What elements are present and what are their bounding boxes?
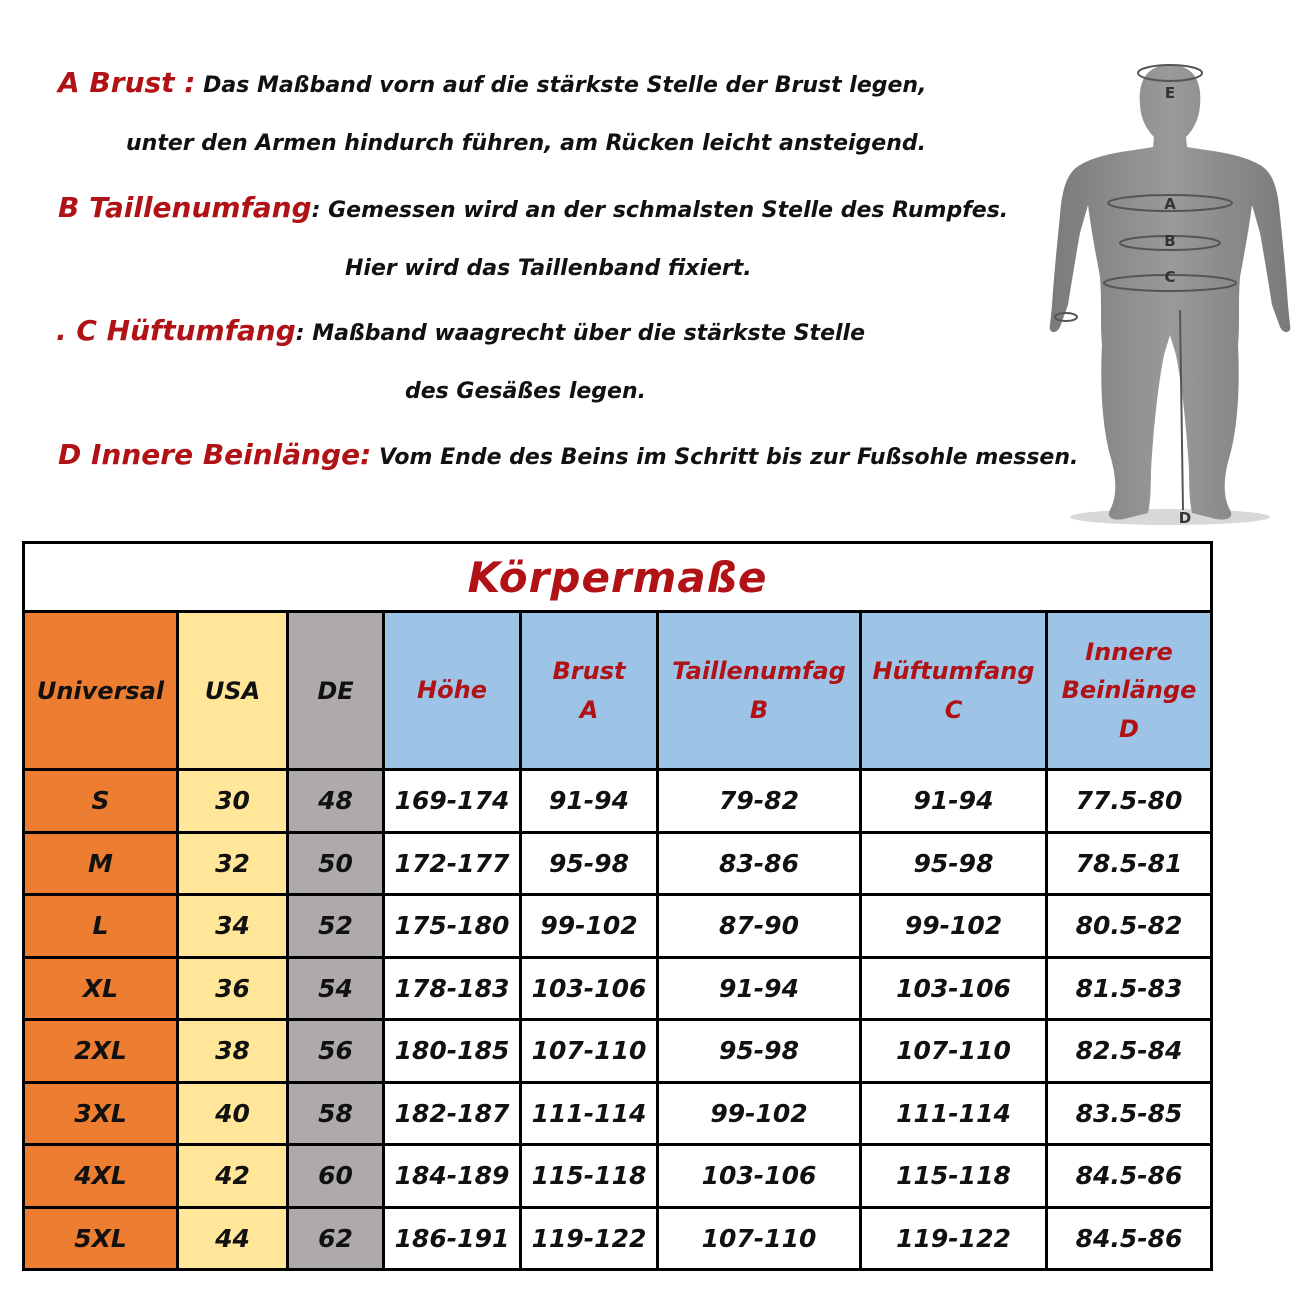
- cell-de: 52: [288, 895, 384, 958]
- cell-de: 62: [288, 1207, 384, 1270]
- header-hueftumfang: [861, 612, 1047, 770]
- cell-hueftumfang: 119-122: [861, 1207, 1047, 1270]
- cell-innere-beinlaenge: 83.5-85: [1047, 1082, 1212, 1145]
- cell-taillenumfang: 99-102: [658, 1082, 861, 1145]
- header-letter: B: [749, 695, 769, 724]
- instruction-label: . C Hüftumfang: [56, 314, 296, 347]
- cell-hueftumfang: 115-118: [861, 1145, 1047, 1208]
- instruction-text: unter den Armen hindurch führen, am Rücken leicht ansteigend.: [126, 131, 926, 156]
- cell-brust: 95-98: [521, 832, 658, 895]
- instruction-label: B Taillenumfang: [58, 191, 312, 224]
- header-innere-beinlaenge: [1047, 612, 1212, 770]
- cell-universal: 5XL: [24, 1207, 178, 1270]
- table-row: [24, 1145, 1212, 1208]
- instruction-label: A Brust :: [58, 66, 196, 99]
- instruction-text: : Gemessen wird an der schmalsten Stelle des Rumpfes.: [311, 198, 1009, 223]
- instruction-text: Hier wird das Taillenband fixiert.: [345, 256, 752, 281]
- cell-universal: 4XL: [24, 1145, 178, 1208]
- cell-innere-beinlaenge: 77.5-80: [1047, 770, 1212, 833]
- cell-brust: 103-106: [521, 957, 658, 1020]
- cell-hueftumfang: 95-98: [861, 832, 1047, 895]
- cell-universal: L: [24, 895, 178, 958]
- figure-label-c: C: [1164, 268, 1176, 286]
- table-row: [24, 832, 1212, 895]
- header-universal: [24, 612, 178, 770]
- cell-hoehe: 172-177: [384, 832, 521, 895]
- instruction-line-huefte-cont: [405, 379, 646, 404]
- cell-taillenumfang: 107-110: [658, 1207, 861, 1270]
- cell-taillenumfang: 79-82: [658, 770, 861, 833]
- cell-hoehe: 180-185: [384, 1020, 521, 1083]
- header-letter: D: [1119, 714, 1139, 743]
- body-silhouette-icon: [1040, 55, 1300, 530]
- header-label: DE: [317, 676, 354, 705]
- instruction-text: Das Maßband vorn auf die stärkste Stelle der Brust legen,: [195, 73, 927, 98]
- cell-usa: 42: [178, 1145, 288, 1208]
- cell-de: 58: [288, 1082, 384, 1145]
- cell-usa: 32: [178, 832, 288, 895]
- cell-universal: S: [24, 770, 178, 833]
- cell-hoehe: 184-189: [384, 1145, 521, 1208]
- cell-usa: 38: [178, 1020, 288, 1083]
- header-label: Universal: [36, 676, 165, 705]
- header-label: Taillenumfag: [672, 657, 846, 686]
- figure-label-d: D: [1178, 509, 1192, 527]
- cell-taillenumfang: 95-98: [658, 1020, 861, 1083]
- cell-usa: 44: [178, 1207, 288, 1270]
- table-row: [24, 1207, 1212, 1270]
- cell-innere-beinlaenge: 78.5-81: [1047, 832, 1212, 895]
- cell-universal: M: [24, 832, 178, 895]
- header-usa: [178, 612, 288, 770]
- cell-hueftumfang: 107-110: [861, 1020, 1047, 1083]
- cell-universal: 2XL: [24, 1020, 178, 1083]
- cell-hoehe: 182-187: [384, 1082, 521, 1145]
- cell-innere-beinlaenge: 81.5-83: [1047, 957, 1212, 1020]
- instruction-line-beinlaenge: [58, 438, 1078, 471]
- header-hoehe: [384, 612, 521, 770]
- cell-innere-beinlaenge: 84.5-86: [1047, 1145, 1212, 1208]
- cell-innere-beinlaenge: 82.5-84: [1047, 1020, 1212, 1083]
- figure-label-e: E: [1164, 84, 1176, 102]
- header-label: Höhe: [417, 676, 487, 705]
- header-label: Brust: [552, 657, 626, 686]
- header-label: Innere Beinlänge: [1061, 637, 1197, 705]
- cell-universal: 3XL: [24, 1082, 178, 1145]
- instruction-line-huefte: [56, 314, 865, 347]
- cell-hoehe: 186-191: [384, 1207, 521, 1270]
- cell-de: 54: [288, 957, 384, 1020]
- cell-innere-beinlaenge: 84.5-86: [1047, 1207, 1212, 1270]
- cell-hoehe: 169-174: [384, 770, 521, 833]
- cell-universal: XL: [24, 957, 178, 1020]
- header-letter: A: [579, 695, 599, 724]
- cell-usa: 40: [178, 1082, 288, 1145]
- header-label: USA: [204, 676, 261, 705]
- cell-hueftumfang: 99-102: [861, 895, 1047, 958]
- cell-usa: 36: [178, 957, 288, 1020]
- cell-brust: 99-102: [521, 895, 658, 958]
- instruction-line-taille-cont: [345, 256, 752, 281]
- cell-brust: 119-122: [521, 1207, 658, 1270]
- cell-usa: 30: [178, 770, 288, 833]
- instruction-text: Vom Ende des Beins im Schritt bis zur Fußsohle messen.: [371, 445, 1079, 470]
- figure-label-b: B: [1164, 232, 1176, 250]
- header-de: [288, 612, 384, 770]
- header-taillenumfang: [658, 612, 861, 770]
- cell-brust: 91-94: [521, 770, 658, 833]
- cell-innere-beinlaenge: 80.5-82: [1047, 895, 1212, 958]
- cell-de: 48: [288, 770, 384, 833]
- size-chart-table: [22, 541, 1213, 1271]
- cell-taillenumfang: 103-106: [658, 1145, 861, 1208]
- cell-hueftumfang: 103-106: [861, 957, 1047, 1020]
- cell-de: 50: [288, 832, 384, 895]
- header-letter: C: [944, 695, 963, 724]
- table-row: [24, 895, 1212, 958]
- table-row: [24, 1020, 1212, 1083]
- instruction-line-taille: [58, 191, 1008, 224]
- instruction-text: : Maßband waagrecht über die stärkste Stelle: [295, 321, 865, 346]
- cell-taillenumfang: 91-94: [658, 957, 861, 1020]
- cell-taillenumfang: 83-86: [658, 832, 861, 895]
- cell-de: 56: [288, 1020, 384, 1083]
- cell-taillenumfang: 87-90: [658, 895, 861, 958]
- instruction-line-brust: [58, 66, 926, 99]
- cell-hoehe: 178-183: [384, 957, 521, 1020]
- table-row: [24, 957, 1212, 1020]
- cell-brust: 115-118: [521, 1145, 658, 1208]
- cell-hueftumfang: 91-94: [861, 770, 1047, 833]
- figure-label-a: A: [1164, 195, 1176, 213]
- cell-hueftumfang: 111-114: [861, 1082, 1047, 1145]
- instruction-label: D Innere Beinlänge:: [58, 438, 372, 471]
- instruction-text: des Gesäßes legen.: [405, 379, 646, 404]
- cell-hoehe: 175-180: [384, 895, 521, 958]
- table-title: Körpermaße: [24, 543, 1212, 612]
- header-label: Hüftumfang: [872, 657, 1035, 686]
- cell-brust: 107-110: [521, 1020, 658, 1083]
- table-row: [24, 1082, 1212, 1145]
- table-row: [24, 770, 1212, 833]
- cell-brust: 111-114: [521, 1082, 658, 1145]
- cell-usa: 34: [178, 895, 288, 958]
- cell-de: 60: [288, 1145, 384, 1208]
- instruction-line-brust-cont: [126, 131, 926, 156]
- header-brust: [521, 612, 658, 770]
